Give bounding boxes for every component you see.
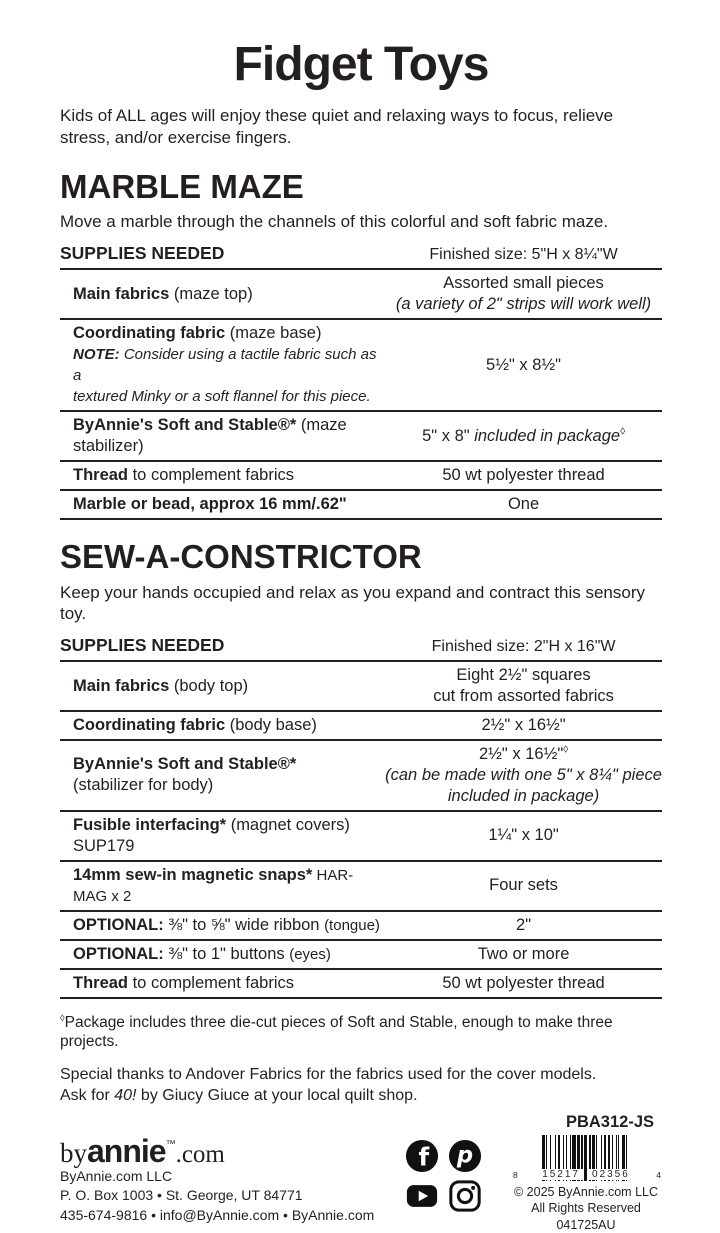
supply-quantity: 1¼" x 10" [385, 825, 662, 846]
finished-size-label: Finished size: 2"H x 16"W [385, 638, 662, 656]
supply-row [60, 320, 662, 412]
intro-text: Kids of ALL ages will enjoy these quiet and relaxing ways to focus, relieve stress, and/or exercise fingers. [60, 105, 662, 149]
supply-item: Fusible interfacing* (magnet covers) SUP179 [60, 815, 385, 857]
barcode-group2: 02356 [589, 1169, 633, 1180]
supply-quantity: 2½" x 16½" [385, 715, 662, 736]
page-title: Fidget Toys [60, 40, 662, 90]
marble-maze-supplies-table [60, 243, 662, 520]
supply-item: Coordinating fabric (body base) [60, 715, 385, 736]
thanks-note [60, 1064, 662, 1106]
supplies-table-header [60, 635, 662, 662]
copyright-line: All Rights Reserved [510, 1200, 662, 1217]
supply-quantity: 2½" x 16½"◊ (can be made with one 5" x 8¼" piece included in package) [385, 744, 662, 807]
supply-row [60, 812, 662, 862]
supplies-rows [60, 662, 662, 998]
constrictor-supplies-table [60, 635, 662, 998]
supply-row [60, 912, 662, 941]
logo-annie: annie [87, 1133, 166, 1169]
publisher-block [60, 1135, 405, 1226]
barcode-digits [519, 1169, 653, 1180]
supply-item: Thread to complement fabrics [60, 973, 385, 994]
constrictor-description: Keep your hands occupied and relax as you expand and contract this sensory toy. [60, 582, 662, 625]
logo-com: .com [176, 1141, 225, 1168]
contact-line: 435-674-9816 • info@ByAnnie.com • ByAnnie.com [60, 1206, 405, 1226]
supply-row [60, 462, 662, 491]
supply-quantity: One [385, 494, 662, 515]
supply-item: Marble or bead, approx 16 mm/.62" [60, 494, 385, 515]
supply-item: OPTIONAL: ⅜" to ⅝" wide ribbon (tongue) [60, 915, 385, 936]
logo-by: by [60, 1138, 87, 1168]
barcode [519, 1135, 653, 1180]
supply-quantity: Eight 2½" squares cut from assorted fabrics [385, 665, 662, 707]
supply-item: OPTIONAL: ⅜" to 1" buttons (eyes) [60, 944, 385, 965]
supply-item: Main fabrics (body top) [60, 676, 385, 697]
thanks-line1: Special thanks to Andover Fabrics for the fabrics used for the cover models. [60, 1066, 596, 1083]
supply-row [60, 712, 662, 741]
supply-item: ByAnnie's Soft and Stable®* (stabilizer for body) [60, 754, 385, 796]
barcode-group1: 15217 [539, 1169, 583, 1180]
constrictor-heading: SEW-A-CONSTRICTOR [60, 540, 662, 575]
barcode-digit-right: 4 [656, 1170, 661, 1180]
supply-quantity: 5" x 8" included in package◊ [385, 426, 662, 447]
supply-row [60, 491, 662, 520]
byannie-logo [60, 1135, 405, 1167]
supply-item: Coordinating fabric (maze base) NOTE: Consider using a tactile fabric such as a textured Minky or a soft flannel for this piece. [60, 323, 385, 407]
supply-quantity: 2" [385, 915, 662, 936]
supply-item: Main fabrics (maze top) [60, 284, 385, 305]
svg-text:f: f [419, 1142, 430, 1171]
barcode-digit-left: 8 [513, 1170, 518, 1180]
footer [60, 1113, 662, 1233]
supply-row [60, 662, 662, 712]
supply-item: Thread to complement fabrics [60, 465, 385, 486]
supply-quantity: 50 wt polyester thread [385, 465, 662, 486]
pinterest-icon [448, 1139, 482, 1173]
supply-quantity: 5½" x 8½" [385, 355, 662, 376]
social-icons [405, 1139, 482, 1213]
package-footnote: ◊Package includes three die-cut pieces of Soft and Stable, enough to make three projects. [60, 1013, 662, 1052]
youtube-icon [405, 1179, 439, 1213]
supplies-needed-label: SUPPLIES NEEDED [60, 635, 385, 656]
copyright-lines [510, 1184, 662, 1233]
logo-trademark: ™ [166, 1139, 176, 1150]
supplies-rows [60, 270, 662, 520]
product-code: PBA312-JS [510, 1113, 662, 1132]
supply-row [60, 862, 662, 912]
supply-row [60, 741, 662, 812]
barcode-block [510, 1113, 662, 1233]
marble-maze-heading: MARBLE MAZE [60, 170, 662, 205]
supply-row [60, 970, 662, 999]
copyright-line: © 2025 ByAnnie.com LLC [510, 1184, 662, 1201]
thanks-line2: Ask for 40! by Giucy Giuce at your local quilt shop. [60, 1087, 418, 1104]
supply-quantity: Four sets [385, 875, 662, 896]
supply-quantity: Assorted small pieces (a variety of 2" strips will work well) [385, 273, 662, 315]
supplies-needed-label: SUPPLIES NEEDED [60, 243, 385, 264]
supply-quantity: Two or more [385, 944, 662, 965]
supply-row [60, 270, 662, 320]
instagram-icon [448, 1179, 482, 1213]
marble-maze-description: Move a marble through the channels of this colorful and soft fabric maze. [60, 211, 662, 232]
supply-item: 14mm sew-in magnetic snaps* HAR-MAG x 2 [60, 865, 385, 907]
supply-item: ByAnnie's Soft and Stable®* (maze stabilizer) [60, 415, 385, 457]
finished-size-label: Finished size: 5"H x 8¼"W [385, 246, 662, 264]
svg-text:p: p [456, 1142, 473, 1168]
company-name: ByAnnie.com LLC [60, 1167, 405, 1187]
address-line: P. O. Box 1003 • St. George, UT 84771 [60, 1186, 405, 1206]
section-marble-maze [60, 170, 662, 520]
supply-row [60, 412, 662, 462]
section-sew-a-constrictor [60, 540, 662, 999]
facebook-icon [405, 1139, 439, 1173]
copyright-line: 041725AU [510, 1217, 662, 1233]
supply-quantity: 50 wt polyester thread [385, 973, 662, 994]
supplies-table-header [60, 243, 662, 270]
supply-row [60, 941, 662, 970]
